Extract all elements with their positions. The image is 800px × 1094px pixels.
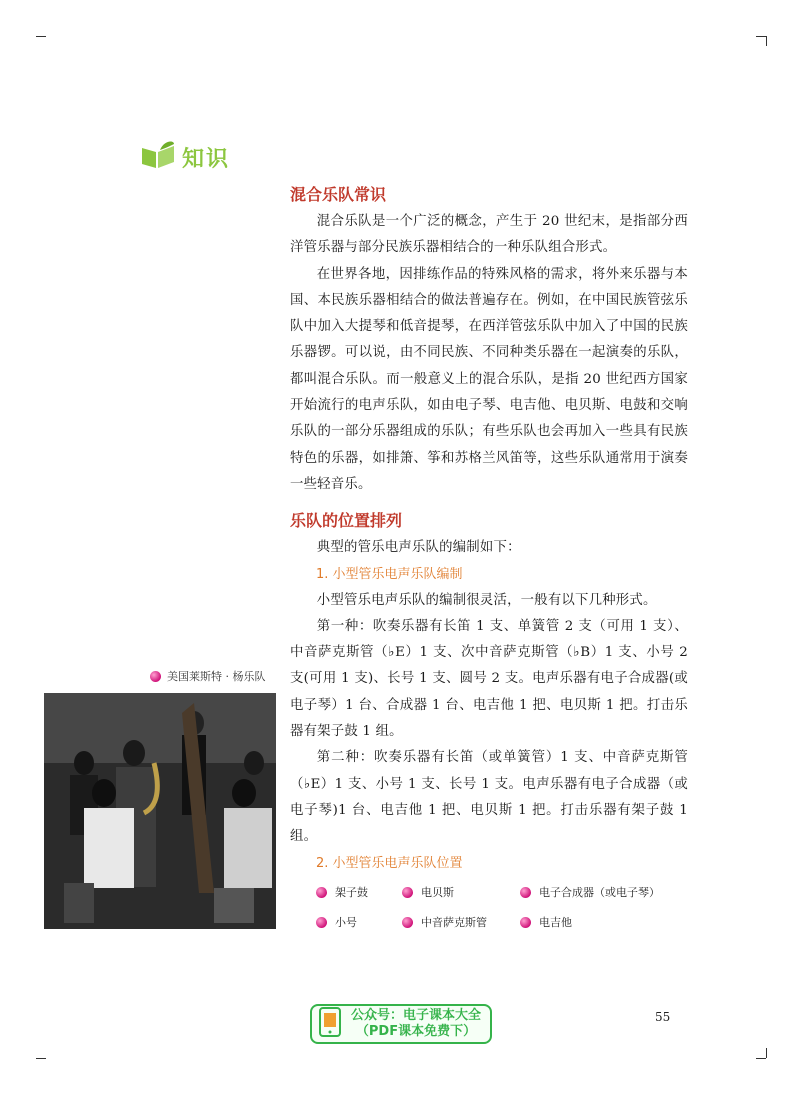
section-header	[140, 140, 230, 174]
subheading: 1. 小型管乐电声乐队编制	[316, 566, 463, 582]
legend-item	[520, 884, 680, 900]
photo-caption	[150, 668, 266, 684]
legend-item	[402, 914, 520, 930]
bullet-icon	[520, 887, 531, 898]
instrument-legend	[316, 884, 680, 930]
crop-mark	[756, 36, 766, 37]
watermark-badge	[310, 1004, 492, 1044]
band-photo	[44, 693, 276, 929]
caption-text: 美国莱斯特 · 杨乐队	[167, 670, 266, 683]
phone-book-icon	[318, 1007, 342, 1041]
crop-mark	[756, 1058, 766, 1059]
header-title: 知识	[182, 146, 231, 172]
crop-mark	[766, 36, 767, 46]
legend-item	[316, 914, 402, 930]
page-number: 55	[655, 1010, 671, 1024]
bullet-icon	[316, 887, 327, 898]
watermark-line2: （PDF课本免费下）	[355, 1024, 477, 1039]
bullet-icon	[402, 917, 413, 928]
legend-item	[520, 914, 680, 930]
crop-mark	[36, 1058, 46, 1059]
paragraph: 第二种：吹奏乐器有长笛（或单簧管）1 支、中音萨克斯管（♭E）1 支、小号 1 支、长号 1 支。电声乐器有电子合成器（或电子琴)1 台、电吉他 1 把、电贝斯 1 把。打击乐器有架子鼓 1 组。	[290, 750, 688, 845]
watermark-line1: 公众号：电子课本大全	[350, 1008, 481, 1023]
legend-label: 小号	[335, 916, 357, 929]
section-heading: 混合乐队常识	[290, 185, 387, 204]
bullet-icon	[316, 917, 327, 928]
legend-label: 中音萨克斯管	[421, 916, 487, 929]
legend-label: 架子鼓	[335, 886, 368, 899]
main-content	[290, 182, 688, 877]
legend-label: 电贝斯	[421, 886, 454, 899]
bullet-icon	[520, 917, 531, 928]
crop-mark	[36, 36, 46, 37]
legend-label: 电子合成器（或电子琴）	[539, 886, 660, 899]
section-heading: 乐队的位置排列	[290, 511, 403, 531]
legend-item	[316, 884, 402, 900]
paragraph: 小型管乐电声乐队的编制很灵活，一般有以下几种形式。	[316, 592, 657, 608]
paragraph: 典型的管乐电声乐队的编制如下：	[316, 540, 521, 556]
subheading: 2. 小型管乐电声乐队位置	[316, 855, 463, 871]
bullet-icon	[402, 887, 413, 898]
legend-label: 电吉他	[539, 916, 572, 929]
bullet-icon	[150, 671, 161, 682]
paragraph: 混合乐队是一个广泛的概念，产生于 20 世纪末，是指部分西洋管乐器与部分民族乐器相结合的一种乐队组合形式。	[290, 214, 688, 256]
legend-item	[402, 884, 520, 900]
paragraph: 第一种：吹奏乐器有长笛 1 支、单簧管 2 支（可用 1 支）、中音萨克斯管（♭E）1 支、次中音萨克斯管（♭B）1 支、小号 2 支(可用 1 支)、长号 1 支、圆号 2 支。电声乐器有电子合成器(或电子琴）1 台、合成器 1 台、电吉他 1 把、电贝斯 1 把。打击乐器有架子鼓 1 组。	[290, 618, 688, 740]
crop-mark	[766, 1048, 767, 1058]
leaf-book-icon	[140, 140, 176, 174]
paragraph: 在世界各地，因排练作品的特殊风格的需求，将外来乐器与本国、本民族乐器相结合的做法普遍存在。例如，在中国民族管弦乐队中加入大提琴和低音提琴，在西洋管弦乐队中加入了中国的民族乐器锣。可以说，由不同民族、不同种类乐器在一起演奏的乐队，都叫混合乐队。而一般意义上的混合乐队，是指 20 世纪西方国家开始流行的电声乐队，如由电子琴、电吉他、电贝斯、电鼓和交响乐队的一部分乐器组成的乐队；有些乐队也会再加入一些具有民族特色的乐器，如排箫、筝和苏格兰风笛等，这些乐队通常用于演奏一些轻音乐。	[290, 266, 688, 492]
